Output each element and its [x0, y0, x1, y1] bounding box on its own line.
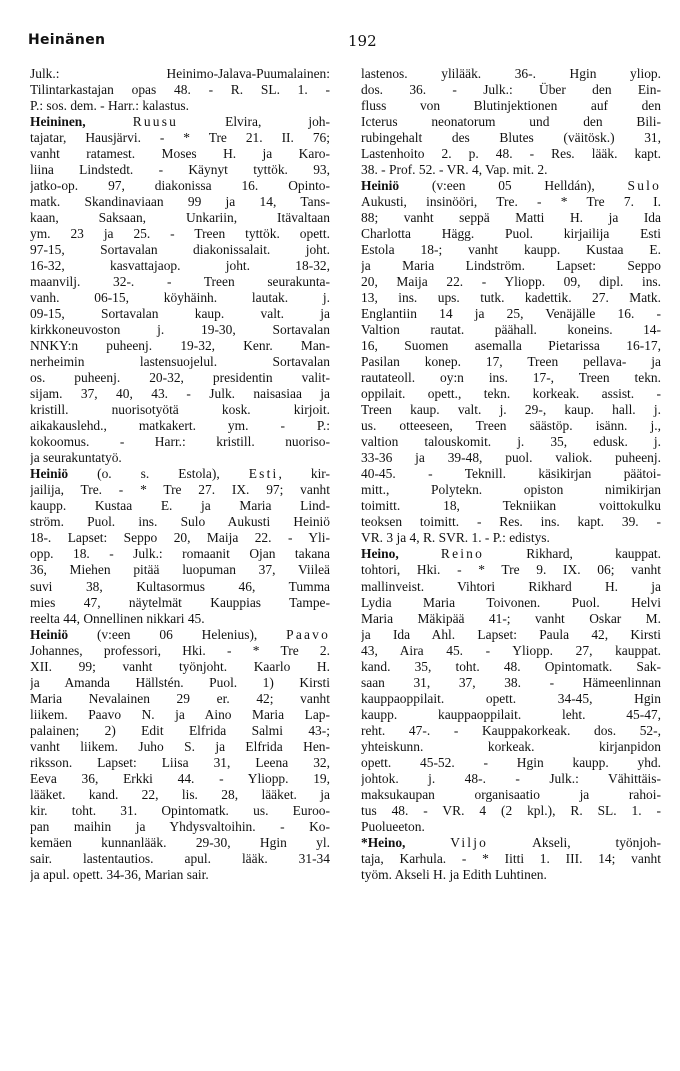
text-run: 13, ins. ups. tutk. kadettik. 27. Matk.	[361, 290, 661, 306]
text-line	[30, 210, 330, 226]
text-run: ym. 23 ja 25. - Treen tyttök. opett.	[30, 226, 330, 242]
text-line	[30, 322, 330, 338]
text-line	[30, 739, 330, 755]
text-run: nerheimin lastensuojelul. Sortavalan	[30, 354, 330, 370]
text-line	[30, 226, 330, 242]
text-line	[30, 755, 330, 771]
text-run: kemäen kunnanlääk. 29-30, Hgin yl.	[30, 834, 330, 850]
text-run: sijam. 37, 40, 43. - Julk. naisasiaa ja	[30, 386, 330, 402]
text-run: aikakauslehd., matkakert. ym. - P.:	[30, 418, 330, 434]
text-line	[30, 627, 330, 643]
text-run: 43, Aira 45. - Yliopp. 27, kauppat.	[361, 642, 661, 658]
text-line	[30, 546, 330, 562]
text-run: Valtion rautat. päähall. koneins. 14-	[361, 322, 661, 338]
text-run: 33-36 ja 39-48, puol. valiok. puheenj.	[361, 450, 661, 466]
text-run: kir. toht. 31. Opintomatk. us. Euroo-	[30, 802, 330, 818]
text-line	[361, 787, 661, 803]
entry-given-name: Ruusu	[132, 114, 179, 130]
text-run: työm. Akseli H. ja Edith Luhtinen.	[361, 866, 547, 882]
text-line	[30, 450, 330, 466]
text-line	[361, 707, 661, 723]
text-line	[30, 82, 330, 98]
text-run: rautateoll. oy:n ins. 17-, Treen tekn.	[361, 370, 661, 386]
text-line	[30, 659, 330, 675]
text-run: ja seurakuntatyö.	[30, 450, 122, 466]
entry-given-name: Viljo	[450, 834, 489, 850]
text-line	[30, 498, 330, 514]
text-line	[361, 178, 661, 194]
entry-surname: *Heino,	[361, 834, 406, 850]
text-line	[361, 611, 661, 627]
left-column	[30, 66, 330, 883]
text-line	[361, 386, 661, 402]
entry-surname: Heino,	[361, 546, 399, 562]
text-line	[361, 755, 661, 771]
text-line	[30, 851, 330, 867]
text-run: P.: sos. dem. - Harr.: kalastus.	[30, 98, 189, 114]
text-run: johtok. j. 48-. - Julk.: Vähittäis-	[361, 770, 661, 786]
text-run: kokoomus. - Harr.: kristill. nuoriso-	[30, 434, 330, 450]
text-run: Aukusti, insinööri, Tre. - * Tre 7. I.	[361, 194, 661, 210]
text-line	[30, 723, 330, 739]
text-run: Julk.: Heinimo-Jalava-Puumalainen:	[30, 66, 330, 81]
text-run	[86, 114, 133, 129]
text-line	[361, 498, 661, 514]
text-run: Johannes, professori, Hki. - * Tre 2.	[30, 642, 330, 658]
text-run: tus 48. - VR. 4 (2 kpl.), R. SL. 1. -	[361, 802, 661, 818]
text-line	[30, 290, 330, 306]
text-line	[361, 466, 661, 482]
text-line	[30, 98, 330, 114]
text-line	[30, 354, 330, 370]
text-line	[30, 242, 330, 258]
text-line	[361, 354, 661, 370]
text-line	[361, 338, 661, 354]
text-run: mitt., Polytekn. opiston nimikirjan	[361, 482, 661, 498]
text-run: vanh. 06-15, köyhäinh. lautak. j.	[30, 290, 330, 306]
text-line	[361, 450, 661, 466]
text-run: Charlotta Hägg. Puol. kirjailija Esti	[361, 226, 661, 242]
running-header	[28, 32, 658, 54]
text-line	[361, 306, 661, 322]
text-line	[30, 162, 330, 178]
text-line	[30, 819, 330, 835]
text-run: valtion talouskomit. j. 35, edusk. j.	[361, 434, 661, 450]
text-line	[361, 514, 661, 530]
text-line	[30, 530, 330, 546]
running-head: Heinänen	[28, 32, 106, 48]
text-run: mies 47, näytelmät Kauppias Tampe-	[30, 594, 330, 610]
text-run: opp. 18. - Julk.: romaanit Ojan takana	[30, 546, 330, 562]
text-line	[361, 771, 661, 787]
text-line	[361, 274, 661, 290]
text-run: reht. 47-. - Kauppakorkeak. dos. 52-,	[361, 722, 661, 738]
text-line	[30, 402, 330, 418]
text-line	[30, 274, 330, 290]
text-line	[30, 867, 330, 883]
text-run	[399, 546, 441, 561]
text-line	[361, 402, 661, 418]
text-line	[30, 611, 330, 627]
page-number: 192	[348, 32, 377, 50]
text-run: Englantiin 14 ja 25, Venäjälle 16. -	[361, 306, 661, 322]
text-line	[361, 226, 661, 242]
text-run: 16-32, kasvattajaop. joht. 18-32,	[30, 258, 330, 274]
entry-given-name: Reino	[440, 546, 485, 562]
text-line	[30, 675, 330, 691]
text-line	[30, 258, 330, 274]
text-run: Pasilan konep. 17, Treen pellava- ja	[361, 354, 661, 370]
text-line	[361, 434, 661, 450]
text-line	[30, 146, 330, 162]
text-run: XII. 99; vanht työnjoht. Kaarlo H.	[30, 658, 330, 674]
text-line	[30, 370, 330, 386]
text-line	[361, 835, 661, 851]
text-line	[361, 162, 661, 178]
text-run: dos. 36. - Julk.: Über den Ein-	[361, 82, 661, 98]
text-line	[361, 627, 661, 643]
text-line	[361, 723, 661, 739]
text-run: os. puheenj. 20-32, presidentin valit-	[30, 370, 330, 386]
text-run: teoksen toimitt. - Res. ins. kapt. 39. -	[361, 514, 661, 530]
text-line	[30, 562, 330, 578]
text-run: Maria Nevalainen 29 er. 42; vanht	[30, 690, 330, 706]
entry-given-name: Sulo	[627, 178, 661, 194]
text-run	[405, 835, 450, 850]
text-run: Elvira, joh-	[178, 114, 330, 130]
text-run: Tilintarkastajan opas 48. - R. SL. 1. -	[30, 82, 330, 98]
text-line	[30, 434, 330, 450]
text-run: 18-. Lapset: Seppo 20, Maija 22. - Yli-	[30, 530, 330, 546]
text-run: 38. - Prof. 52. - VR. 4, Vap. mit. 2.	[361, 162, 548, 178]
text-run: vanht liikem. Juho S. ja Elfrida Hen-	[30, 738, 330, 754]
text-line	[361, 819, 661, 835]
text-line	[30, 803, 330, 819]
text-line	[30, 514, 330, 530]
text-line	[361, 98, 661, 114]
text-line	[361, 114, 661, 130]
text-run: ja Ida Ahl. Lapset: Paula 42, Kirsti	[361, 626, 661, 642]
text-run: lastenos. ylilääk. 36-. Hgin yliop.	[361, 66, 661, 81]
text-line	[30, 386, 330, 402]
text-line	[361, 130, 661, 146]
text-run: liikem. Paavo N. ja Aino Maria Lap-	[30, 706, 330, 722]
text-run: kristill. nuorisotyötä kosk. kirjoit.	[30, 402, 330, 418]
text-run: (v:een 05 Helldán),	[399, 178, 628, 194]
text-line	[361, 322, 661, 338]
text-line	[30, 643, 330, 659]
text-run: us. otteeseen, Treen säästöp. isänn. j.,	[361, 418, 661, 434]
text-line	[361, 370, 661, 386]
right-column	[361, 66, 661, 883]
text-run: rubingehalt des Blutes (väitösk.) 31,	[361, 130, 661, 146]
text-run: kaupp. kauppaoppilait. leht. 45-47,	[361, 706, 661, 722]
text-line	[361, 803, 661, 819]
text-line	[30, 66, 330, 82]
text-line	[361, 194, 661, 210]
text-line	[30, 114, 330, 130]
text-run: pan maihin ja Yhdysvaltoihin. - Ko-	[30, 818, 330, 834]
text-run: (v:een 06 Helenius),	[68, 626, 287, 642]
text-run: Icterus neonatorum und den Bili-	[361, 114, 661, 130]
entry-given-name: Esti	[248, 466, 279, 482]
text-run: 09-15, Sortavalan kaup. valt. ja	[30, 306, 330, 322]
text-run: jatko-op. 97, diakonissa 16. Opinto-	[30, 178, 330, 194]
text-run: Puolueeton.	[361, 818, 425, 834]
text-line	[30, 579, 330, 595]
text-run: kauppaoppilait. opett. 34-45, Hgin	[361, 690, 661, 706]
text-line	[30, 691, 330, 707]
text-line	[361, 290, 661, 306]
text-run: tajatar, Hausjärvi. - * Tre 21. II. 76;	[30, 130, 330, 146]
entry-surname: Heiniö	[30, 466, 69, 482]
text-run: riksson. Lapset: Liisa 31, Leena 32,	[30, 754, 330, 770]
text-run: palainen; 2) Edit Elfrida Salmi 43-;	[30, 722, 330, 738]
text-line	[361, 643, 661, 659]
text-run: mallinveist. Vihtori Rikhard H. ja	[361, 578, 661, 594]
text-run: matk. Skandinaviaan 99 ja 14, Tans-	[30, 194, 330, 210]
text-run: 88; vanht seppä Matti H. ja Ida	[361, 210, 661, 226]
text-line	[30, 707, 330, 723]
text-line	[30, 178, 330, 194]
text-run: Akseli, työnjoh-	[488, 834, 661, 850]
text-run: fluss von Blutinjektionen auf den	[361, 98, 661, 114]
text-run: Treen kaup. valt. j. 29-, kaup. hall. j.	[361, 402, 661, 418]
text-line	[361, 66, 661, 82]
text-line	[361, 691, 661, 707]
text-line	[30, 338, 330, 354]
text-line	[361, 675, 661, 691]
text-run: Estola 18-; vanht kaupp. Kustaa E.	[361, 242, 661, 258]
entry-surname: Heininen,	[30, 114, 86, 130]
text-run: Lydia Maria Toivonen. Puol. Helvi	[361, 594, 661, 610]
text-line	[30, 595, 330, 611]
text-line	[361, 546, 661, 562]
text-line	[361, 242, 661, 258]
text-run: sair. lastentautios. apul. lääk. 31-34	[30, 850, 330, 866]
text-run: 20, Maija 22. - Yliopp. 09, dipl. ins.	[361, 274, 661, 290]
entry-surname: Heiniö	[30, 626, 69, 642]
text-run: Maria Mäkipää 41-; vanht Oskar M.	[361, 610, 661, 626]
text-run: yhteiskunn. korkeak. kirjanpidon	[361, 738, 661, 754]
text-run: Rikhard, kauppat.	[484, 546, 661, 562]
text-run: liina Lindstedt. - Käynyt tyttök. 93,	[30, 162, 330, 178]
text-run: , kir-	[278, 466, 330, 482]
text-run: taja, Karhula. - * Iitti 1. III. 14; vanht	[361, 850, 661, 866]
entry-surname: Heiniö	[361, 178, 400, 194]
text-line	[30, 466, 330, 482]
text-line	[361, 595, 661, 611]
text-line	[361, 82, 661, 98]
text-run: jailija, Tre. - * Tre 27. IX. 97; vanht	[30, 482, 330, 498]
text-run: kaupp. Kustaa E. ja Maria Lind-	[30, 498, 330, 514]
text-line	[361, 659, 661, 675]
text-line	[361, 418, 661, 434]
text-run: 16, Suomen asemalla Pietarissa 16-17,	[361, 338, 661, 354]
text-line	[30, 482, 330, 498]
text-run: tohtori, Hki. - * Tre 9. IX. 06; vanht	[361, 562, 661, 578]
text-line	[30, 130, 330, 146]
entry-given-name: Paavo	[286, 626, 330, 642]
text-line	[30, 787, 330, 803]
text-line	[361, 210, 661, 226]
text-line	[30, 306, 330, 322]
text-run: ja Amanda Hällstén. Puol. 1) Kirsti	[30, 674, 330, 690]
text-line	[361, 482, 661, 498]
text-run: VR. 3 ja 4, R. SVR. 1. - P.: edistys.	[361, 530, 550, 546]
text-line	[361, 851, 661, 867]
text-run: ja apul. opett. 34-36, Marian sair.	[30, 866, 209, 882]
text-run: kirkkoneuvoston j. 19-30, Sortavalan	[30, 322, 330, 338]
text-line	[30, 835, 330, 851]
text-run: toimitt. 18, Tekniikan voittokulku	[361, 498, 661, 514]
text-run: 97-15, Sortavalan diakonissalait. joht.	[30, 242, 330, 258]
text-line	[361, 530, 661, 546]
text-line	[361, 867, 661, 883]
text-run: maanvilj. 32-. - Treen seurakunta-	[30, 274, 330, 290]
text-run: ström. Puol. ins. Sulo Aukusti Heiniö	[30, 514, 330, 530]
text-run: ja Maria Lindström. Lapset: Seppo	[361, 258, 661, 274]
text-run: Eeva 36, Erkki 44. - Yliopp. 19,	[30, 770, 330, 786]
text-line	[30, 194, 330, 210]
text-run: NNKY:n puheenj. 19-32, Kenr. Man-	[30, 338, 330, 354]
text-line	[361, 146, 661, 162]
text-line	[361, 739, 661, 755]
text-run: 40-45. - Teknill. käsikirjan päätoi-	[361, 466, 661, 482]
text-run: (o. s. Estola),	[68, 466, 249, 482]
text-run: suvi 38, Kultasormus 46, Tumma	[30, 578, 330, 594]
text-run: kand. 35, toht. 48. Opintomatk. Sak-	[361, 658, 661, 674]
text-run: lääket. kand. 22, lis. 28, lääket. ja	[30, 786, 330, 802]
text-line	[30, 771, 330, 787]
text-line	[361, 258, 661, 274]
text-run: reelta 44, Onnellinen nikkari 45.	[30, 610, 205, 626]
text-run: Lastenhoito 2. p. 48. - Res. lääk. kapt.	[361, 146, 661, 162]
text-run: opett. 45-52. - Hgin kaupp. yhd.	[361, 754, 661, 770]
text-run: vanht ratamest. Moses H. ja Karo-	[30, 146, 330, 162]
text-run: maksukaupan organisaatio ja rahoi-	[361, 786, 661, 802]
text-line	[361, 562, 661, 578]
text-run: saan 31, 37, 38. - Hämeenlinnan	[361, 674, 661, 690]
text-run: kaan, Saksaan, Unkariin, Itävaltaan	[30, 210, 330, 226]
text-run: oppilait. opett., tekn. korkeak. assist. -	[361, 386, 661, 402]
text-line	[30, 418, 330, 434]
text-run: 36, Miehen pitää luopuman 37, Viileä	[30, 562, 330, 578]
text-line	[361, 579, 661, 595]
